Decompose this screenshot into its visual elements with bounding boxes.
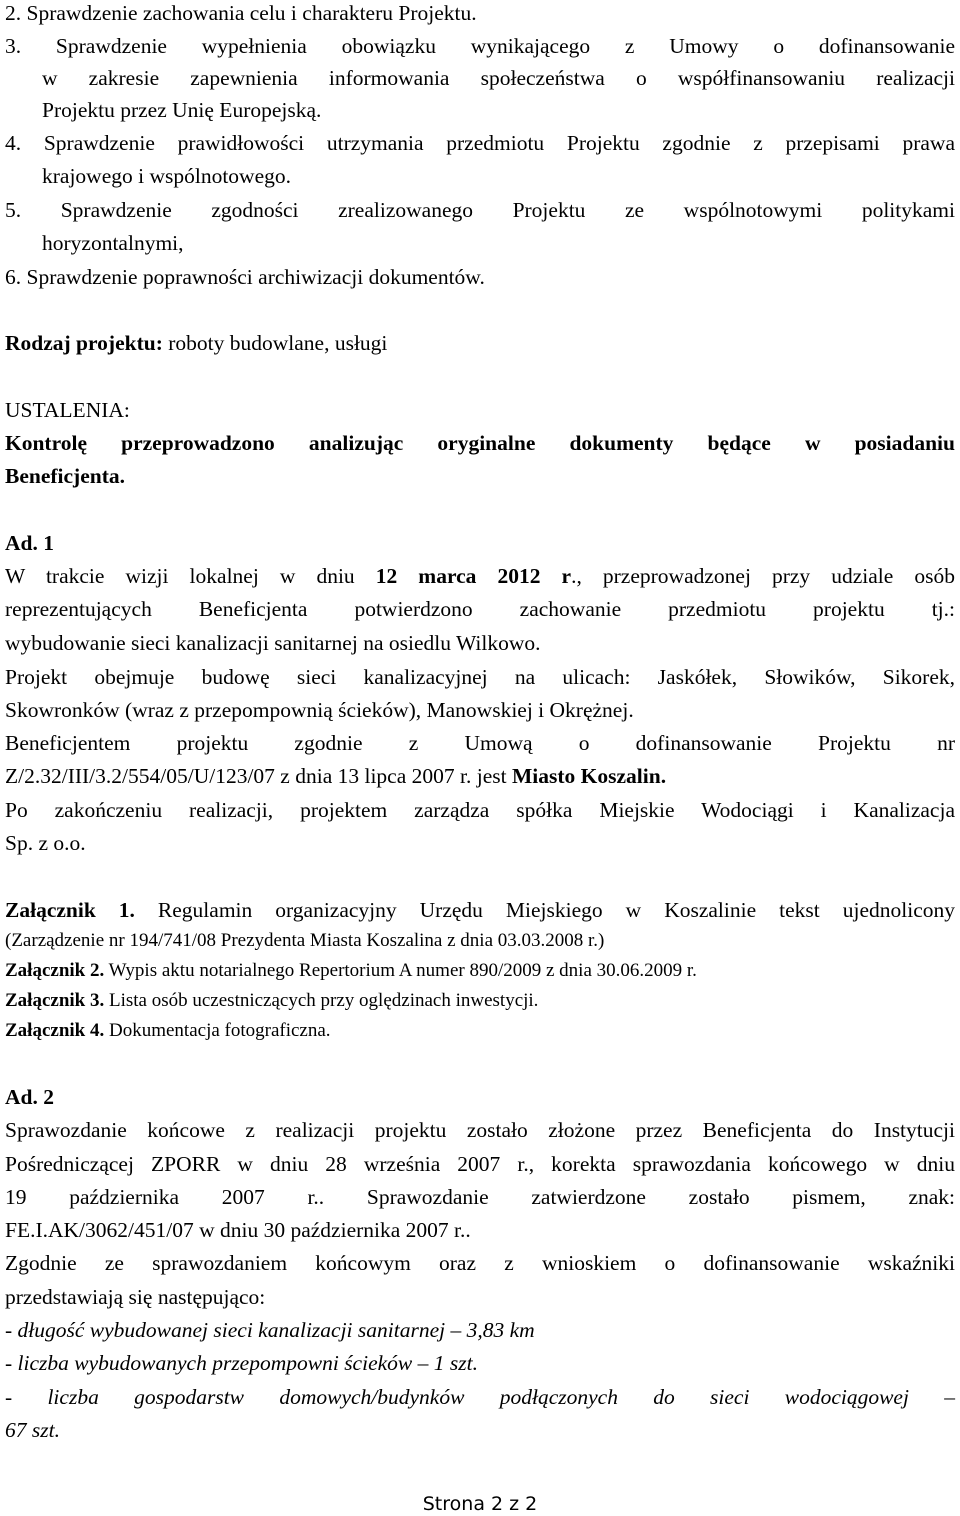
check-item-5-cont: horyzontalnymi,: [42, 231, 184, 255]
ad1-para: W trakcie wizji lokalnej w dniu 12 marca 2012 r., przeprowadzonej przy udziale osób: [5, 564, 955, 588]
ad1-para: Po zakończeniu realizacji, projektem zarządza spółka Miejskie Wodociągi i Kanalizacja: [5, 798, 955, 822]
ad2-para: FE.I.AK/3062/451/07 w dniu 30 października 2007 r..: [5, 1218, 471, 1242]
findings-heading: USTALENIA:: [5, 398, 130, 422]
project-type-value: roboty budowlane, usługi: [162, 331, 388, 355]
check-item-3-cont: Projektu przez Unię Europejską.: [42, 98, 322, 122]
indicator-item: - liczba wybudowanych przepompowni ścieków – 1 szt.: [5, 1351, 478, 1375]
ad2-para: Sprawozdanie końcowe z realizacji projektu zostało złożone przez Beneficjenta do Instytucji: [5, 1118, 955, 1142]
ad1-para: Projekt obejmuje budowę sieci kanalizacyjnej na ulicach: Jaskółek, Słowików, Sikorek,: [5, 665, 955, 689]
ad1-heading: Ad. 1: [5, 531, 54, 555]
findings-text: Kontrolę przeprowadzono analizując oryginalne dokumenty będące w posiadaniu: [5, 431, 955, 455]
attachment-1: Załącznik 1. Regulamin organizacyjny Urzędu Miejskiego w Koszalinie tekst ujednolicony: [5, 898, 955, 922]
ad2-para: Zgodnie ze sprawozdaniem końcowym oraz z wnioskiem o dofinansowanie wskaźniki: [5, 1251, 955, 1275]
project-type-label: Rodzaj projektu:: [5, 331, 163, 355]
findings-text-cont: Beneficjenta.: [5, 464, 126, 488]
check-item-6: 6. Sprawdzenie poprawności archiwizacji dokumentów.: [5, 265, 485, 289]
attachment-4: Załącznik 4. Dokumentacja fotograficzna.: [5, 1020, 331, 1041]
ad1-para: Beneficjentem projektu zgodnie z Umową o dofinansowanie Projektu nr: [5, 731, 955, 755]
ad1-para: reprezentujących Beneficjenta potwierdzono zachowanie przedmiotu projektu tj.:: [5, 597, 955, 621]
attachment-2: Załącznik 2. Wypis aktu notarialnego Repertorium A numer 890/2009 z dnia 30.06.2009 r.: [5, 960, 697, 981]
indicator-item: - długość wybudowanej sieci kanalizacji sanitarnej – 3,83 km: [5, 1318, 535, 1342]
attachment-1-cont: (Zarządzenie nr 194/741/08 Prezydenta Miasta Koszalina z dnia 03.03.2008 r.): [5, 930, 605, 951]
ad1-para: Skowronków (wraz z przepompownią ścieków), Manowskiej i Okrężnej.: [5, 698, 634, 722]
ad2-para: przedstawiają się następująco:: [5, 1285, 266, 1309]
indicator-item-cont: 67 szt.: [5, 1418, 60, 1442]
check-item-3-cont: w zakresie zapewnienia informowania społeczeństwa o współfinansowaniu realizacji: [42, 66, 955, 90]
beneficiary-name: Miasto Koszalin.: [511, 764, 667, 788]
check-item-2: 2. Sprawdzenie zachowania celu i charakteru Projektu.: [5, 1, 477, 25]
ad1-para: Sp. z o.o.: [5, 831, 86, 855]
ad2-para: Pośredniczącej ZPORR w dniu 28 września 2007 r., korekta sprawozdania końcowego w dniu: [5, 1152, 955, 1176]
check-item-5: 5. Sprawdzenie zgodności zrealizowanego Projektu ze wspólnotowymi politykami: [5, 198, 955, 222]
check-item-4: 4. Sprawdzenie prawidłowości utrzymania przedmiotu Projektu zgodnie z przepisami prawa: [5, 131, 955, 155]
ad1-para: wybudowanie sieci kanalizacji sanitarnej na osiedlu Wilkowo.: [5, 631, 541, 655]
check-item-3: 3. Sprawdzenie wypełnienia obowiązku wynikającego z Umowy o dofinansowanie: [5, 34, 955, 58]
ad2-para: 19 października 2007 r.. Sprawozdanie zatwierdzone zostało pismem, znak:: [5, 1185, 955, 1209]
indicator-item: - liczba gospodarstw domowych/budynków podłączonych do sieci wodociągowej –: [5, 1385, 955, 1409]
inspection-date: 12 marca 2012 r: [375, 564, 572, 588]
attachment-3: Załącznik 3. Lista osób uczestniczących przy oględzinach inwestycji.: [5, 990, 539, 1011]
ad1-para: Z/2.32/III/3.2/554/05/U/123/07 z dnia 13 lipca 2007 r. jest Miasto Koszalin.: [5, 764, 667, 788]
project-type: [5, 329, 955, 357]
ad2-heading: Ad. 2: [5, 1085, 54, 1109]
check-item-4-cont: krajowego i wspólnotowego.: [42, 164, 292, 188]
page-number: Strona 2 z 2: [422, 1493, 538, 1515]
